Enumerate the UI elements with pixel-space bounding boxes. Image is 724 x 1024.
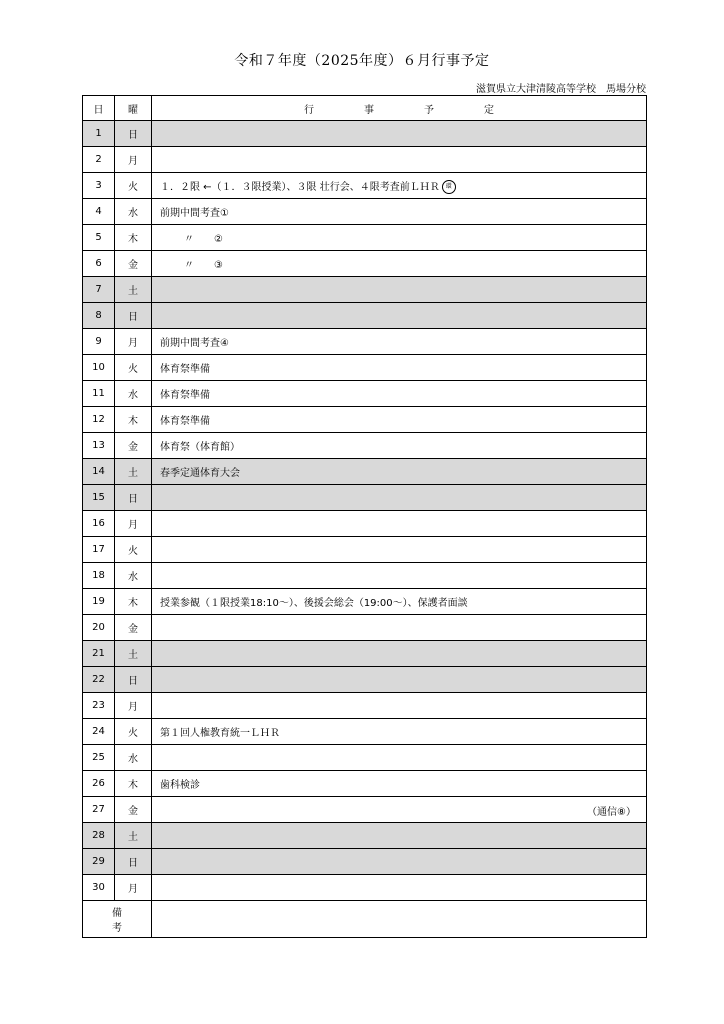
schedule-table	[82, 95, 647, 938]
weekday-cell: 金	[115, 433, 152, 459]
table-row	[83, 459, 647, 485]
event-cell	[152, 251, 647, 277]
weekday-cell: 木	[115, 225, 152, 251]
weekday-cell: 日	[115, 121, 152, 147]
weekday-cell: 木	[115, 589, 152, 615]
day-cell: 12	[83, 407, 115, 433]
day-cell: 19	[83, 589, 115, 615]
day-cell: 1	[83, 121, 115, 147]
day-cell: 15	[83, 485, 115, 511]
day-cell: 29	[83, 849, 115, 875]
header-day: 日	[83, 96, 115, 121]
day-cell: 2	[83, 147, 115, 173]
weekday-cell: 月	[115, 511, 152, 537]
table-row	[83, 147, 647, 173]
table-row	[83, 199, 647, 225]
day-cell: 26	[83, 771, 115, 797]
event-note: （通信⑧）	[587, 807, 636, 818]
weekday-cell: 火	[115, 173, 152, 199]
weekday-cell: 月	[115, 875, 152, 901]
day-cell: 21	[83, 641, 115, 667]
weekday-cell: 木	[115, 771, 152, 797]
table-row	[83, 433, 647, 459]
day-cell: 9	[83, 329, 115, 355]
weekday-cell: 水	[115, 563, 152, 589]
event-cell	[152, 355, 647, 381]
school-name: 滋賀県立大津清陵高等学校 馬場分校	[476, 84, 646, 95]
table-row	[83, 225, 647, 251]
day-cell: 6	[83, 251, 115, 277]
weekday-cell: 土	[115, 641, 152, 667]
table-row	[83, 173, 647, 199]
event-cell	[152, 225, 647, 251]
event-cell	[152, 277, 647, 303]
table-row	[83, 277, 647, 303]
weekday-cell: 火	[115, 719, 152, 745]
table-row	[83, 251, 647, 277]
table-row	[83, 329, 647, 355]
event-text: 前期中間考査①	[160, 208, 229, 219]
table-row	[83, 485, 647, 511]
event-cell	[152, 329, 647, 355]
event-cell	[152, 745, 647, 771]
day-cell: 14	[83, 459, 115, 485]
event-text: 前期中間考査④	[160, 338, 229, 349]
day-cell: 27	[83, 797, 115, 823]
event-cell	[152, 849, 647, 875]
event-cell	[152, 381, 647, 407]
day-cell: 17	[83, 537, 115, 563]
event-cell	[152, 589, 647, 615]
day-cell: 13	[83, 433, 115, 459]
table-row	[83, 797, 647, 823]
weekday-cell: 金	[115, 797, 152, 823]
table-row	[83, 745, 647, 771]
page-title: 令和７年度（2025年度）６月行事予定	[234, 53, 490, 69]
event-cell	[152, 485, 647, 511]
event-text: 授業参観（１限授業18:10～）、後援会総会（19:00～）、保護者面談	[160, 598, 468, 609]
weekday-cell: 水	[115, 745, 152, 771]
table-row	[83, 303, 647, 329]
event-cell	[152, 823, 647, 849]
table-row	[83, 563, 647, 589]
event-cell	[152, 433, 647, 459]
day-cell: 30	[83, 875, 115, 901]
event-text: 体育祭準備	[160, 364, 210, 375]
weekday-cell: 土	[115, 277, 152, 303]
remarks-content	[152, 901, 647, 938]
day-cell: 3	[83, 173, 115, 199]
event-cell	[152, 199, 647, 225]
event-cell	[152, 147, 647, 173]
event-cell	[152, 641, 647, 667]
weekday-cell: 水	[115, 381, 152, 407]
event-text: １．２限 ←（１．３限授業）、３限 壮行会、４限考査前ＬＨＲ	[160, 181, 440, 193]
table-row	[83, 849, 647, 875]
weekday-cell: 水	[115, 199, 152, 225]
schedule-body	[83, 121, 647, 901]
table-row	[83, 615, 647, 641]
table-row	[83, 511, 647, 537]
event-cell	[152, 797, 647, 823]
table-row	[83, 381, 647, 407]
weekday-cell: 月	[115, 329, 152, 355]
day-cell: 22	[83, 667, 115, 693]
table-row	[83, 771, 647, 797]
day-cell: 16	[83, 511, 115, 537]
event-cell	[152, 459, 647, 485]
day-cell: 4	[83, 199, 115, 225]
remarks-row	[83, 901, 647, 938]
event-text: 体育祭準備	[160, 390, 210, 401]
day-cell: 18	[83, 563, 115, 589]
day-cell: 20	[83, 615, 115, 641]
weekday-cell: 日	[115, 485, 152, 511]
table-row	[83, 875, 647, 901]
event-cell	[152, 693, 647, 719]
event-cell	[152, 719, 647, 745]
weekday-cell: 金	[115, 615, 152, 641]
weekday-cell: 月	[115, 693, 152, 719]
table-row	[83, 355, 647, 381]
day-cell: 24	[83, 719, 115, 745]
header-events: 行事予定	[152, 96, 647, 121]
event-cell	[152, 303, 647, 329]
table-row	[83, 823, 647, 849]
event-text: 第１回人権教育統一ＬＨＲ	[160, 728, 280, 739]
remarks-label: 備考	[83, 901, 152, 938]
day-cell: 23	[83, 693, 115, 719]
weekday-cell: 火	[115, 355, 152, 381]
table-row	[83, 121, 647, 147]
weekday-cell: 月	[115, 147, 152, 173]
table-row	[83, 589, 647, 615]
table-row	[83, 537, 647, 563]
event-cell	[152, 407, 647, 433]
day-cell: 5	[83, 225, 115, 251]
table-row	[83, 719, 647, 745]
event-cell	[152, 511, 647, 537]
day-cell: 11	[83, 381, 115, 407]
event-cell	[152, 537, 647, 563]
event-text: 体育祭準備	[160, 416, 210, 427]
event-text: 歯科検診	[160, 780, 200, 791]
event-cell	[152, 875, 647, 901]
weekday-cell: 金	[115, 251, 152, 277]
event-cell	[152, 121, 647, 147]
event-text: 〃 ②	[184, 234, 223, 245]
header-row	[83, 96, 647, 121]
event-cell	[152, 173, 647, 199]
weekday-cell: 日	[115, 849, 152, 875]
day-cell: 7	[83, 277, 115, 303]
table-row	[83, 693, 647, 719]
weekday-cell: 火	[115, 537, 152, 563]
weekday-cell: 土	[115, 459, 152, 485]
weekday-cell: 日	[115, 303, 152, 329]
day-cell: 8	[83, 303, 115, 329]
table-row	[83, 667, 647, 693]
day-cell: 10	[83, 355, 115, 381]
event-text: 体育祭（体育館）	[160, 442, 240, 453]
weekday-cell: 日	[115, 667, 152, 693]
table-row	[83, 407, 647, 433]
event-cell	[152, 563, 647, 589]
event-text: 〃 ③	[184, 260, 223, 271]
circled-mark: 環	[442, 180, 456, 194]
event-cell	[152, 615, 647, 641]
header-dow: 曜	[115, 96, 152, 121]
weekday-cell: 土	[115, 823, 152, 849]
weekday-cell: 木	[115, 407, 152, 433]
day-cell: 25	[83, 745, 115, 771]
event-cell	[152, 667, 647, 693]
table-row	[83, 641, 647, 667]
day-cell: 28	[83, 823, 115, 849]
event-text: 春季定通体育大会	[160, 468, 240, 479]
event-cell	[152, 771, 647, 797]
